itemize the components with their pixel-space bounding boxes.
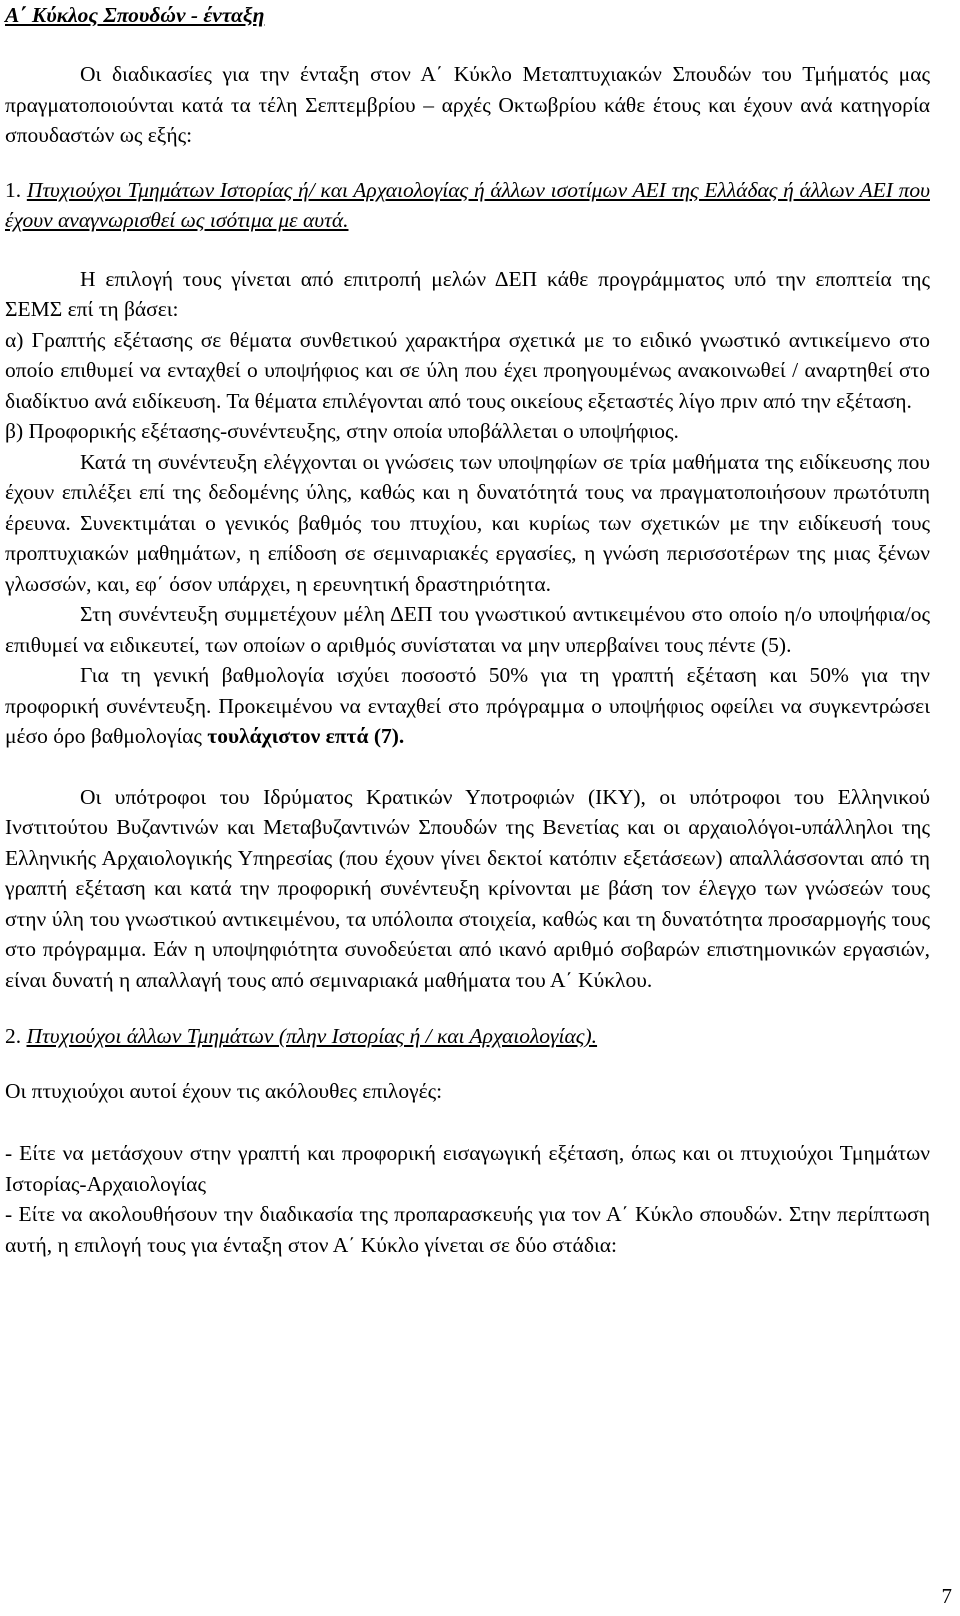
category-2-heading <box>5 1021 930 1052</box>
scholars-paragraph: Οι υπότροφοι του Ιδρύματος Κρατικών Υποτροφιών (ΙΚΥ), οι υπότροφοι του Ελληνικού Ινστιτούτου Βυζαντινών και Μεταβυζαντινών Σπουδών της Βενετίας και οι αρχαιολόγοι-υπάλληλοι της Ελληνικής Αρχαιολογικής Υπηρεσίας (που έχουν γίνει δεκτοί κατόπιν εξετάσεων) απαλλάσσονται από τη γραπτή εξέταση και κατά την προφορική συνέντευξη κρίνονται με βάση τον έλεγχο των γνώσεών τους στην ύλη του γνωστικού αντικειμένου, τα υπόλοιπα στοιχεία, καθώς και τη δυνατότητα προσαρμογής τους στο πρόγραμμα. Εάν η υποψηφιότητα συνοδεύεται από ικανό αριθμό σοβαρών επιστημονικών εργασιών, είναι δυνατή η απαλλαγή τους από σεμιναριακά μαθήματα του Α΄ Κύκλου. <box>5 784 930 992</box>
option-1-paragraph: - Είτε να μετάσχουν στην γραπτή και προφορική εισαγωγική εξέταση, όπως και οι πτυχιούχοι Τμημάτων Ιστορίας-Αρχαιολογίας <box>5 1141 930 1196</box>
grading-minimum: τουλάχιστον επτά (7). <box>207 724 405 748</box>
category-2-title: Πτυχιούχοι άλλων Τμημάτων (πλην Ιστορίας ή / και Αρχαιολογίας). <box>26 1024 598 1048</box>
options-intro: Οι πτυχιούχοι αυτοί έχουν τις ακόλουθες επιλογές: <box>5 1078 443 1103</box>
category-1-title: Πτυχιούχοι Τμημάτων Ιστορίας ή/ και Αρχαιολογίας ή άλλων ισοτίμων ΑΕΙ της Ελλάδας ή άλλων ΑΕΙ που έχουν αναγνωρισθεί ως ισότιμα με αυτά. <box>5 177 930 232</box>
criterion-b-paragraph: β) Προφορικής εξέτασης-συνέντευξης, στην οποία υποβάλλεται ο υποψήφιος. <box>5 419 679 443</box>
grading-text: Για τη γενική βαθμολογία ισχύει ποσοστό 50% για τη γραπτή εξέταση και 50% για την προφορική συνέντευξη. Προκειμένου να ενταχθεί στο πρόγραμμα ο υποψήφιος οφείλει να συγκεντρώσει μέσο όρο βαθμολογίας <box>5 663 930 748</box>
committee-paragraph: Στη συνέντευξη συμμετέχουν μέλη ΔΕΠ του γνωστικού αντικειμένου στο οποίο η/ο υποψήφια/ος επιθυμεί να ειδικευτεί, των οποίων ο αριθμός συνίσταται να μην υπερβαίνει τους πέντε (5). <box>5 602 930 657</box>
category-2-number: 2. <box>5 1024 22 1048</box>
selection-paragraph: Η επιλογή τους γίνεται από επιτροπή μελών ΔΕΠ κάθε προγράμματος υπό την εποπτεία της ΣΕΜΣ επί τη βάσει: <box>5 266 930 321</box>
grading-paragraph <box>5 660 930 752</box>
category-1-heading <box>5 175 930 236</box>
interview-paragraph: Κατά τη συνέντευξη ελέγχονται οι γνώσεις των υποψηφίων σε τρία μαθήματα της ειδίκευσης που έχουν επιλέξει επί της δεδομένης ύλης, καθώς και η δυνατότητά τους να πραγματοποιήσουν πρωτότυπη έρευνα. Συνεκτιμάται ο γενικός βαθμός του πτυχίου, και κυρίως των σχετικών με την ειδίκευσή τους προπτυχιακών μαθημάτων, η επίδοση σε σεμιναριακές εργασίες, η γνώση περισσοτέρων της μιας ξένων γλωσσών, και, εφ΄ όσον υπάρχει, η ερευνητική δραστηριότητα. <box>5 449 930 596</box>
intro-paragraph: Οι διαδικασίες για την ένταξη στον Α΄ Κύκλο Μεταπτυχιακών Σπουδών του Τμήματός μας πραγματοποιούνται κατά τα τέλη Σεπτεμβρίου – αρχές Οκτωβρίου κάθε έτους και έχουν ανά κατηγορία σπουδαστών ως εξής: <box>5 62 930 147</box>
option-2-paragraph: - Είτε να ακολουθήσουν την διαδικασία της προπαρασκευής για τον Α΄ Κύκλο σπουδών. Στην περίπτωση αυτή, η επιλογή τους για ένταξη στον Α΄ Κύκλο γίνεται σε δύο στάδια: <box>5 1202 930 1257</box>
criterion-a-paragraph: α) Γραπτής εξέτασης σε θέματα συνθετικού χαρακτήρα σχετικά με το ειδικό γνωστικό αντικείμενο στο οποίο επιθυμεί να ενταχθεί ο υποψήφιος και σε ύλη που έχει προηγουμένως ανακοινωθεί / αναρτηθεί στο διαδίκτυο ανά ειδίκευση. Τα θέματα επιλέγονται από τους οικείους εξεταστές λίγο πριν από την εξέταση. <box>5 327 930 413</box>
category-1-number: 1. <box>5 177 22 202</box>
page-number: 7 <box>941 1584 952 1608</box>
document-page <box>5 0 930 1260</box>
section-title: Α΄ Κύκλος Σπουδών - ένταξη <box>5 3 265 27</box>
